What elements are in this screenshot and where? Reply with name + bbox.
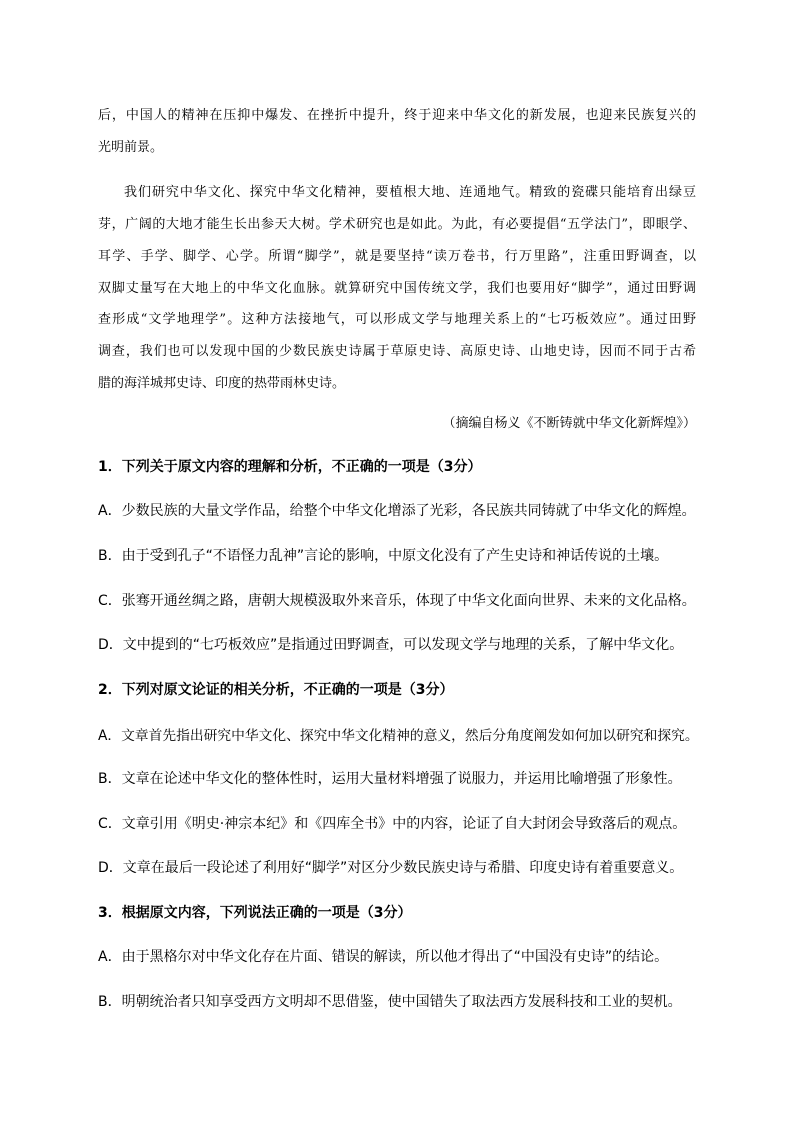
option-a: A．少数民族的大量文学作品，给整个中华文化增添了光彩，各民族共同铸就了中华文化的辉煌。: [98, 503, 696, 519]
option-d: D．文章在最后一段论述了利用好“脚学”对区分少数民族史诗与希腊、印度史诗有着重要意义。: [98, 860, 684, 876]
passage-line: 我们研究中华文化、探究中华文化精神，要植根大地、连通地气。精致的瓷碟只能培育出绿豆: [124, 185, 696, 200]
question-stem: 1．下列关于原文内容的理解和分析，不正确的一项是（3分）: [98, 459, 482, 475]
passage-source: （摘编自杨义《不断铸就中华文化新辉煌》）: [442, 416, 696, 431]
passage-line: 腊的海洋城邦史诗、印度的热带雨林史诗。: [98, 376, 346, 391]
passage-line: 耳学、手学、脚学、心学。所谓“脚学”，就是要坚持“读万卷书，行万里路”，注重田野调查，以: [98, 249, 696, 264]
option-c: C．文章引用《明史·神宗本纪》和《四库全书》中的内容，论证了自大封闭会导致落后的观点。: [98, 816, 687, 832]
option-a: A．由于黑格尔对中华文化存在片面、错误的解读，所以他才得出了“中国没有史诗”的结论。: [98, 949, 669, 965]
option-b: B．由于受到孔子“不语怪力乱神”言论的影响，中原文化没有了产生史诗和神话传说的土壤。: [98, 548, 669, 564]
question-stem: 3．根据原文内容，下列说法正确的一项是（3分）: [98, 905, 412, 921]
option-c: C．张骞开通丝绸之路，唐朝大规模汲取外来音乐，体现了中华文化面向世界、未来的文化品格。: [98, 593, 696, 609]
passage-line: 双脚丈量写在大地上的中华文化血脉。就算研究中国传统文学，我们也要用好“脚学”，通过田野调: [98, 281, 696, 296]
passage-line: 后，中国人的精神在压抑中爆发、在挫折中提升，终于迎来中华文化的新发展，也迎来民族复兴的: [98, 108, 696, 123]
question-stem: 2．下列对原文论证的相关分析，不正确的一项是（3分）: [98, 682, 454, 698]
option-d: D．文中提到的“七巧板效应”是指通过田野调查，可以发现文学与地理的关系，了解中华文化。: [98, 637, 684, 653]
passage-line: 调查，我们也可以发现中国的少数民族史诗属于草原史诗、高原史诗、山地史诗，因而不同于古希: [98, 344, 696, 359]
passage-line: 芽，广阔的大地才能生长出参天大树。学术研究也是如此。为此，有必要提倡“五学法门”，即眼学、: [98, 217, 696, 232]
option-a: A．文章首先指出研究中华文化、探究中华文化精神的意义，然后分角度阐发如何加以研究和探究。: [98, 728, 699, 744]
passage-line: 光明前景。: [98, 140, 164, 155]
option-b: B．文章在论述中华文化的整体性时，运用大量材料增强了说服力，并运用比喻增强了形象性。: [98, 771, 682, 787]
passage-line: 查形成“文学地理学”。这种方法接地气，可以形成文学与地理关系上的“七巧板效应”。通过田野: [98, 312, 696, 327]
option-b: B．明朝统治者只知享受西方文明却不思借鉴，使中国错失了取法西方发展科技和工业的契机。: [98, 994, 682, 1010]
